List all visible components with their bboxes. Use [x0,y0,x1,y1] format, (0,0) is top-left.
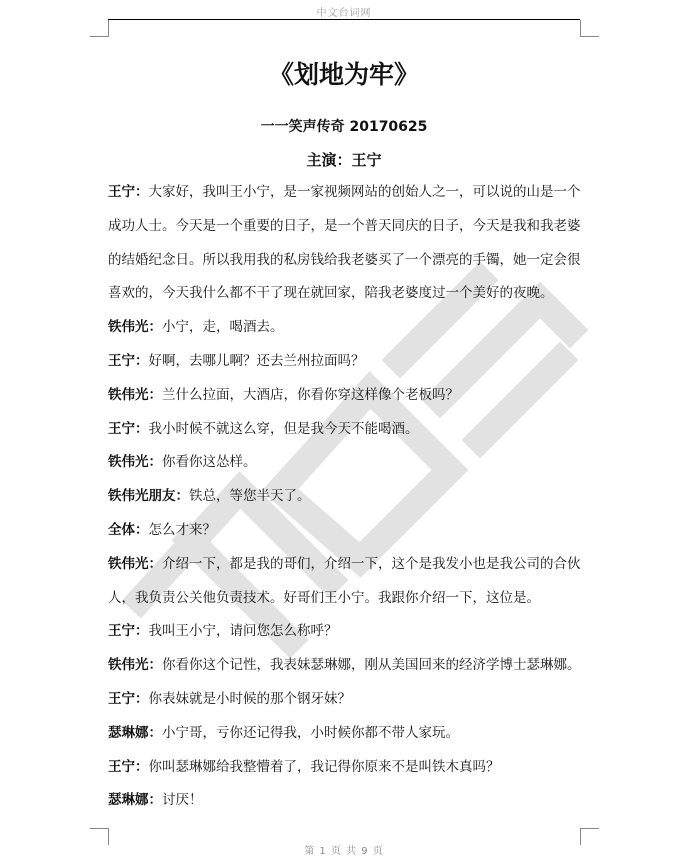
speaker-name: 铁伟光： [108,386,162,403]
margin-corner-top-right [580,20,599,37]
dialogue-line [108,446,586,480]
cast-line: 主演：王宁 [306,151,382,169]
dialogue-text: 好啊，去哪儿啊？还去兰州拉面吗？ [148,352,365,369]
dialogue-text: 我叫王小宁，请问您怎么称呼？ [148,623,338,640]
dialogue-line [108,717,586,751]
dialogue-line [108,751,586,785]
margin-corner-top-left [90,20,109,37]
speaker-name: 铁伟光： [108,454,162,471]
speaker-name: 铁伟光： [108,319,162,336]
dialogue-text: 讨厌！ [162,792,203,809]
dialogue-line [108,548,586,616]
dialogue-text: 介绍一下，都是我的哥们，介绍一下，这个是我发小也是我公司的合伙人，我负责公关他负责技术。好哥们王小宁。我跟你介绍一下，这位是。 [108,555,581,606]
dialogue-text: 兰什么拉面，大酒店，你看你穿这样像个老板吗？ [162,386,459,403]
dialogue-line [108,413,586,447]
speaker-name: 王宁： [108,758,149,775]
document-subtitle: 一一笑声传奇 20170625 [260,119,428,135]
speaker-name: 王宁： [108,352,149,369]
speaker-name: 全体： [108,521,149,538]
dialogue-line [108,345,586,379]
dialogue-text: 你叫瑟琳娜给我整懵着了，我记得你原来不是叫铁木真吗？ [148,758,500,775]
dialogue-text: 大家好，我叫王小宁，是一家视频网站的创始人之一，可以说的山是一个成功人士。今天是一个重要的日子，是一个普天同庆的日子，今天是我和我老婆的结婚纪念日。所以我用我的私房钱给我老婆买了一个漂亮的手镯，她一定会很喜欢的，今天我什么都不干了现在就回家，陪我老婆度过一个美好的夜晚。 [108,184,581,302]
dialogue-line [108,311,586,345]
speaker-name: 铁伟光： [108,555,162,572]
header-divider [108,19,580,20]
dialogue-line [108,176,586,311]
dialogue-text: 怎么才来？ [148,521,216,538]
document-title: 《划地为牢》 [268,60,419,89]
page-header-text: 中文台词网 [316,8,372,19]
speaker-name: 王宁： [108,420,149,437]
dialogue-body [108,176,586,818]
dialogue-line [108,615,586,649]
speaker-name: 瑟琳娜： [108,724,162,741]
dialogue-text: 我小时候不就这么穿，但是我今天不能喝酒。 [148,420,419,437]
dialogue-line [108,480,586,514]
dialogue-line [108,784,586,818]
page-number: 第 1 页 共 9 页 [304,846,384,857]
dialogue-line [108,683,586,717]
dialogue-text: 你表妹就是小时候的那个钢牙妹？ [148,690,351,707]
dialogue-text: 小宁，走，喝酒去。 [162,319,284,336]
speaker-name: 王宁： [108,623,149,640]
speaker-name: 瑟琳娜： [108,792,162,809]
speaker-name: 铁伟光： [108,657,162,674]
speaker-name: 铁伟光朋友： [108,488,189,505]
dialogue-text: 你看你这个记性，我表妹瑟琳娜，刚从美国回来的经济学博士瑟琳娜。 [162,657,581,674]
dialogue-text: 你看你这怂样。 [162,454,257,471]
dialogue-line [108,514,586,548]
dialogue-text: 小宁哥，亏你还记得我，小时候你都不带人家玩。 [162,724,459,741]
dialogue-line [108,379,586,413]
speaker-name: 王宁： [108,184,149,200]
speaker-name: 王宁： [108,690,149,707]
dialogue-line [108,649,586,683]
dialogue-text: 铁总，等您半天了。 [189,488,311,505]
